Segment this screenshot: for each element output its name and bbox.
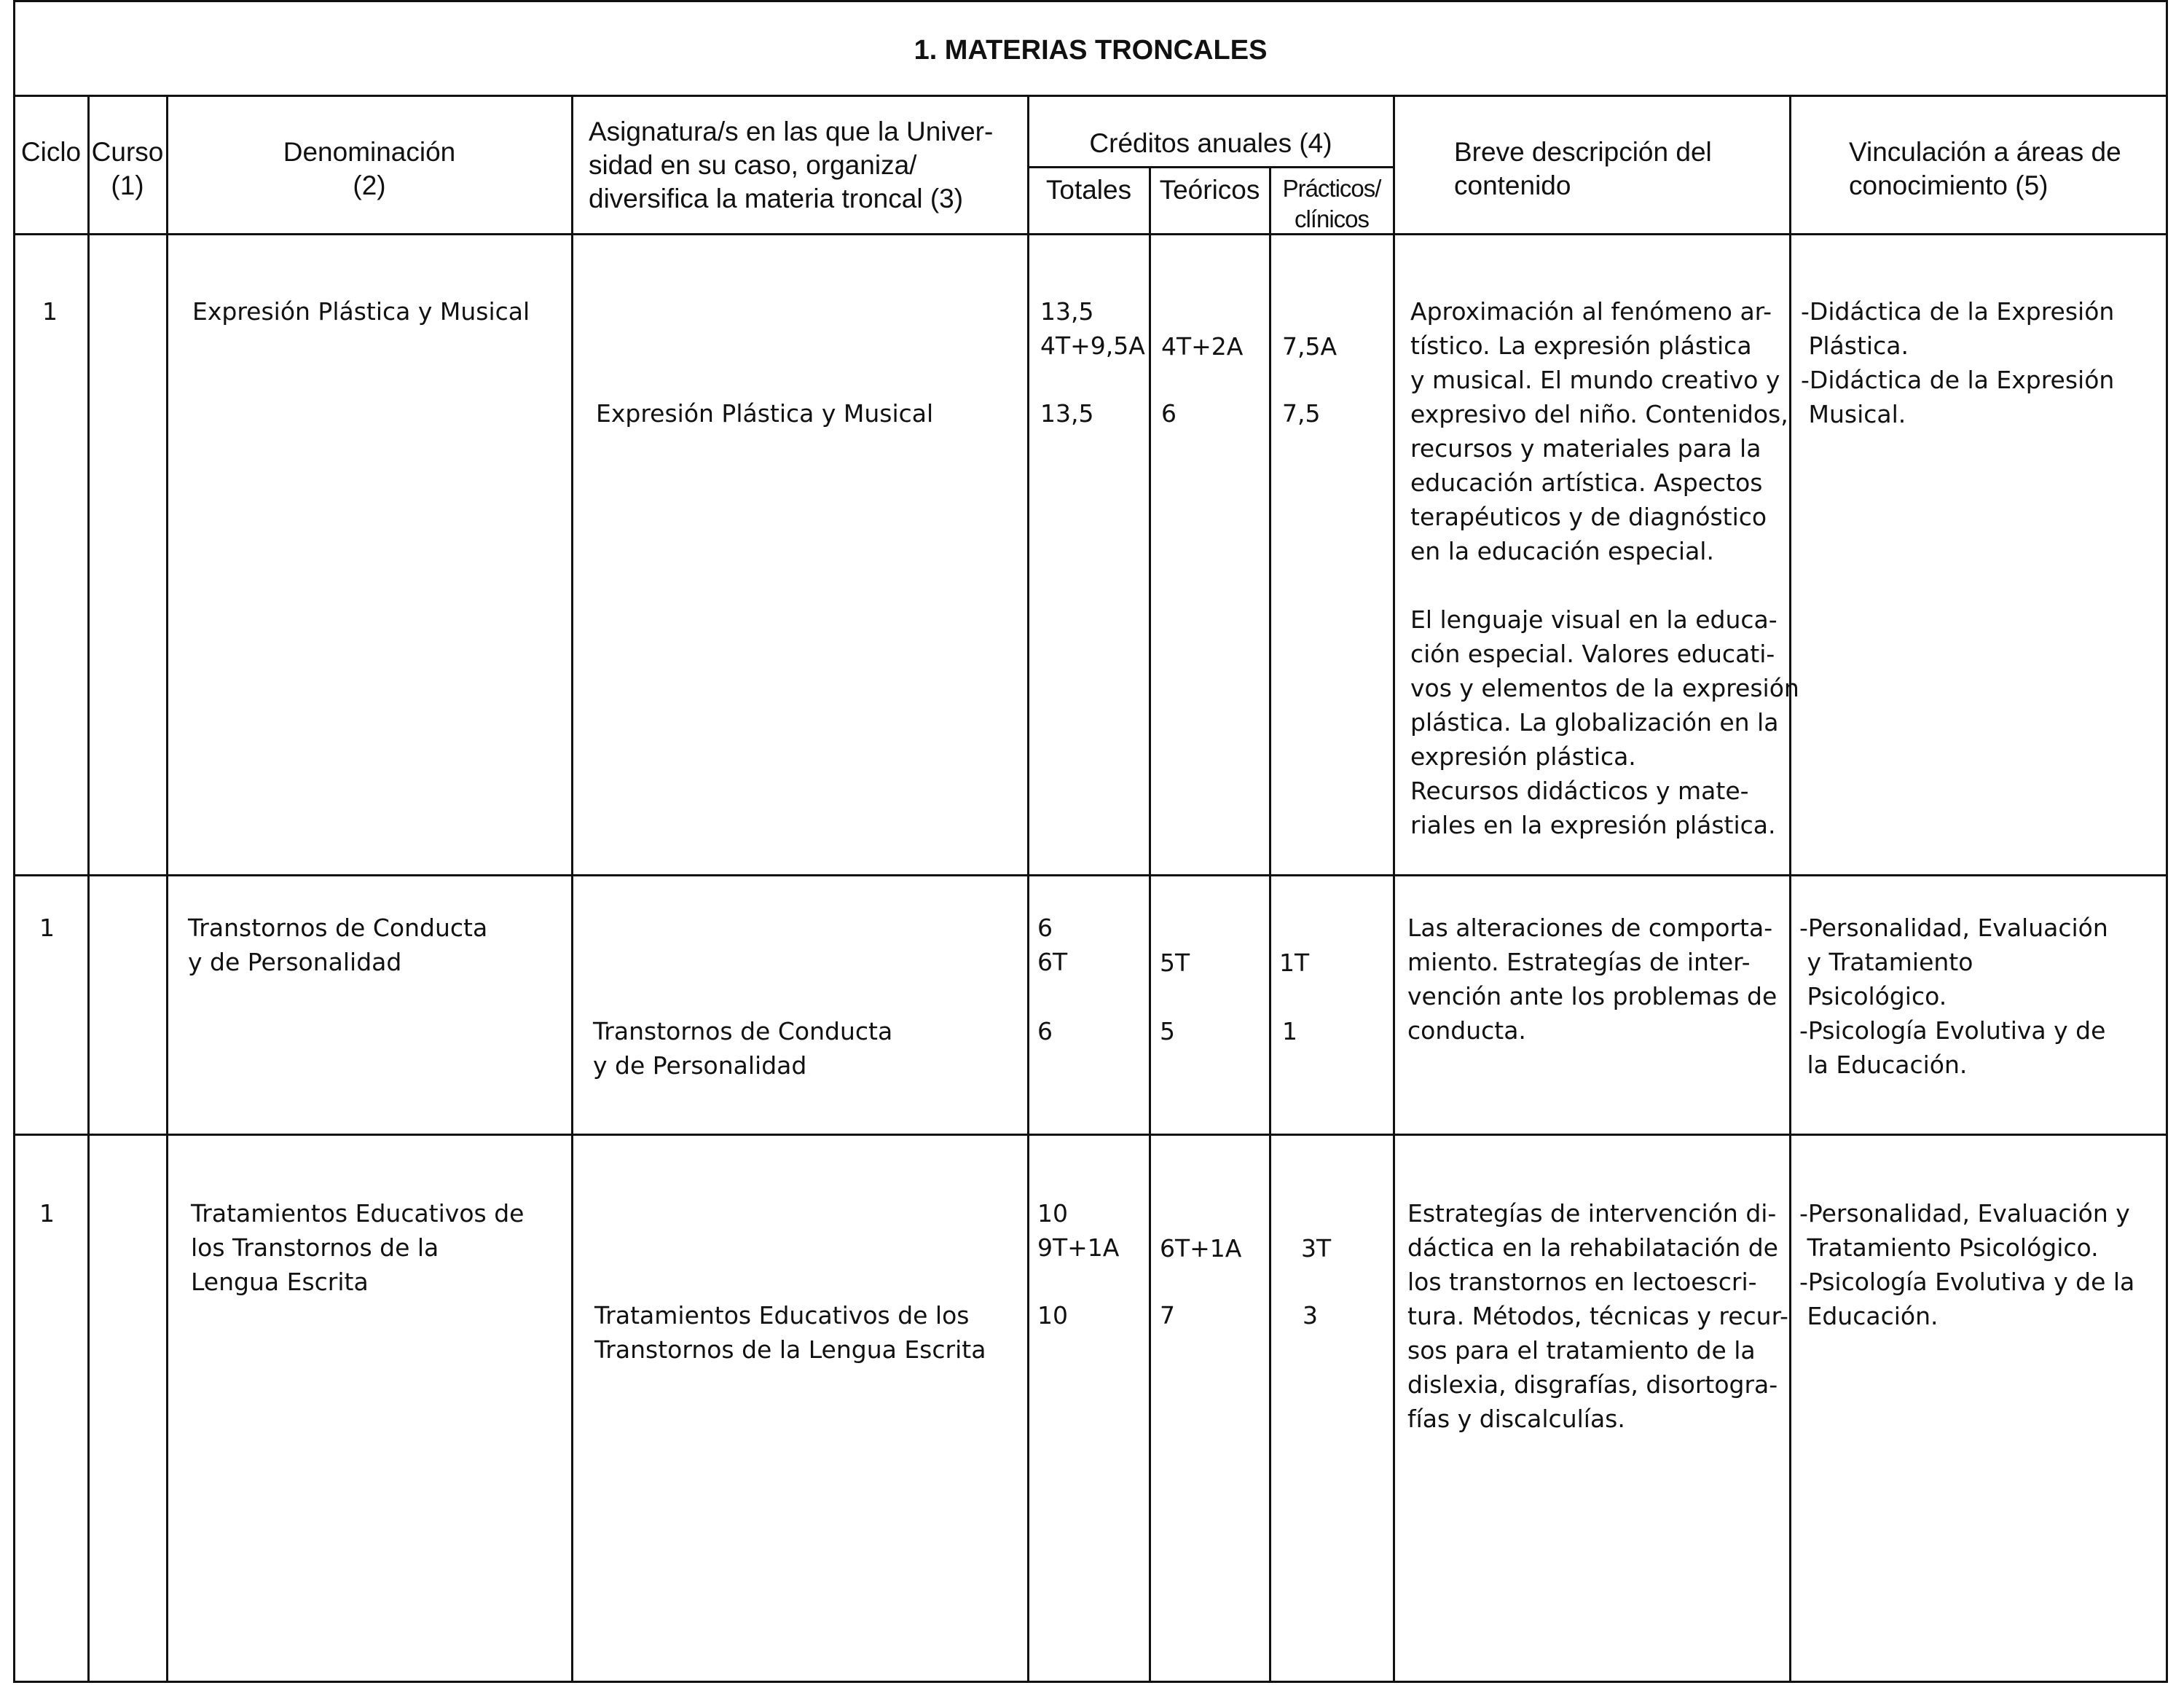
header-practicos: Prácticos/ clínicos: [1282, 175, 1381, 232]
row-denominacion: Expresión Plástica y Musical: [192, 297, 530, 326]
header-teoricos: Teóricos: [1159, 175, 1260, 205]
col-divider-ciclo: [87, 95, 90, 1683]
header-divider: [13, 233, 2168, 235]
row-practicos-materia: 1T: [1279, 949, 1310, 977]
row-asignatura: Tratamientos Educativos de los Transtornos de la Lengua Escrita: [594, 1301, 986, 1364]
title-divider: [13, 95, 2168, 97]
header-creditos: Créditos anuales (4): [1089, 128, 1332, 158]
row-teoricos-asignatura: 6: [1161, 399, 1177, 428]
header-denominacion: Denominación (2): [283, 137, 456, 200]
row-totales-asignatura: 6: [1037, 1017, 1053, 1045]
col-divider-teoricos: [1269, 166, 1271, 1683]
row-totales-asignatura: 10: [1037, 1301, 1068, 1330]
row-asignatura: Expresión Plástica y Musical: [596, 399, 934, 428]
row-denominacion: Transtornos de Conducta y de Personalidad: [188, 914, 488, 976]
row-teoricos-materia: 6T+1A: [1160, 1234, 1242, 1263]
row-vinculacion: -Personalidad, Evaluación y Tratamiento Psicológico. -Psicología Evolutiva y de la Educación.: [1799, 1199, 2135, 1330]
header-totales: Totales: [1045, 175, 1132, 205]
header-ciclo: Ciclo: [20, 137, 82, 167]
row-teoricos-materia: 4T+2A: [1161, 332, 1244, 361]
row-totales-asignatura: 13,5: [1040, 399, 1094, 428]
row-teoricos-materia: 5T: [1160, 949, 1190, 977]
header-asignatura: Asignatura/s en las que la Univer- sidad en su caso, organiza/ diversifica la materia troncal (3): [589, 117, 994, 213]
credits-subheader-divider: [1027, 166, 1393, 168]
row-ciclo: 1: [42, 297, 58, 326]
row-teoricos-asignatura: 5: [1160, 1017, 1175, 1045]
col-divider-denominacion: [571, 95, 573, 1683]
row-vinculacion: -Personalidad, Evaluación y Tratamiento Psicológico. -Psicología Evolutiva y de la Educación.: [1799, 914, 2108, 1079]
row-totales-materia: 13,5 4T+9,5A: [1040, 297, 1145, 360]
col-divider-curso: [166, 95, 168, 1683]
col-divider-asignatura: [1027, 95, 1029, 1683]
row-descripcion: Las alteraciones de comporta- miento. Estrategías de inter- vención ante los problemas de conducta.: [1407, 914, 1778, 1045]
row-denominacion: Tratamientos Educativos de los Transtornos de la Lengua Escrita: [191, 1199, 525, 1296]
row-teoricos-asignatura: 7: [1160, 1301, 1175, 1330]
row-ciclo: 1: [39, 914, 55, 942]
row-practicos-materia: 7,5A: [1282, 332, 1337, 361]
header-descripcion: Breve descripción del contenido: [1454, 137, 1712, 200]
row-totales-materia: 10 9T+1A: [1037, 1199, 1120, 1262]
col-divider-practicos: [1393, 95, 1395, 1683]
col-divider-totales: [1149, 166, 1151, 1683]
row-practicos-materia: 3T: [1301, 1234, 1332, 1263]
row-vinculacion: -Didáctica de la Expresión Plástica. -Didáctica de la Expresión Musical.: [1801, 297, 2115, 428]
row-divider-1: [13, 874, 2168, 876]
row-totales-materia: 6 6T: [1037, 914, 1068, 976]
row-ciclo: 1: [39, 1199, 55, 1228]
row-practicos-asignatura: 3: [1303, 1301, 1318, 1330]
row-descripcion: Aproximación al fenómeno ar- tístico. La expresión plástica y musical. El mundo creativo y expresivo del niño. Contenidos, recursos y materiales para la educación artística. Aspectos terapéuticos y de diagnóstico en la educación especial. El lenguaje visual en la educa- ción especial. Valores educati- vos y elementos de la expresión plástica. La globalización en la expresión plástica. Recursos didácticos y mate- riales en la expresión plástica.: [1410, 297, 1799, 839]
row-asignatura: Transtornos de Conducta y de Personalidad: [593, 1017, 893, 1080]
row-divider-2: [13, 1134, 2168, 1136]
header-vinculacion: Vinculación a áreas de conocimiento (5): [1849, 137, 2121, 200]
table-frame: [13, 0, 2168, 1683]
row-descripcion: Estrategías de intervención di- dáctica en la rehabilatación de los transtornos en lectoescri- tura. Métodos, técnicas y recur- sos para el tratamiento de la dislexia, disgrafías, disortogra- fías y discalculías.: [1407, 1199, 1788, 1433]
table-title: 1. MATERIAS TRONCALES: [914, 35, 1268, 66]
row-practicos-asignatura: 7,5: [1282, 399, 1321, 428]
row-practicos-asignatura: 1: [1282, 1017, 1297, 1045]
header-curso: Curso (1): [91, 137, 164, 200]
